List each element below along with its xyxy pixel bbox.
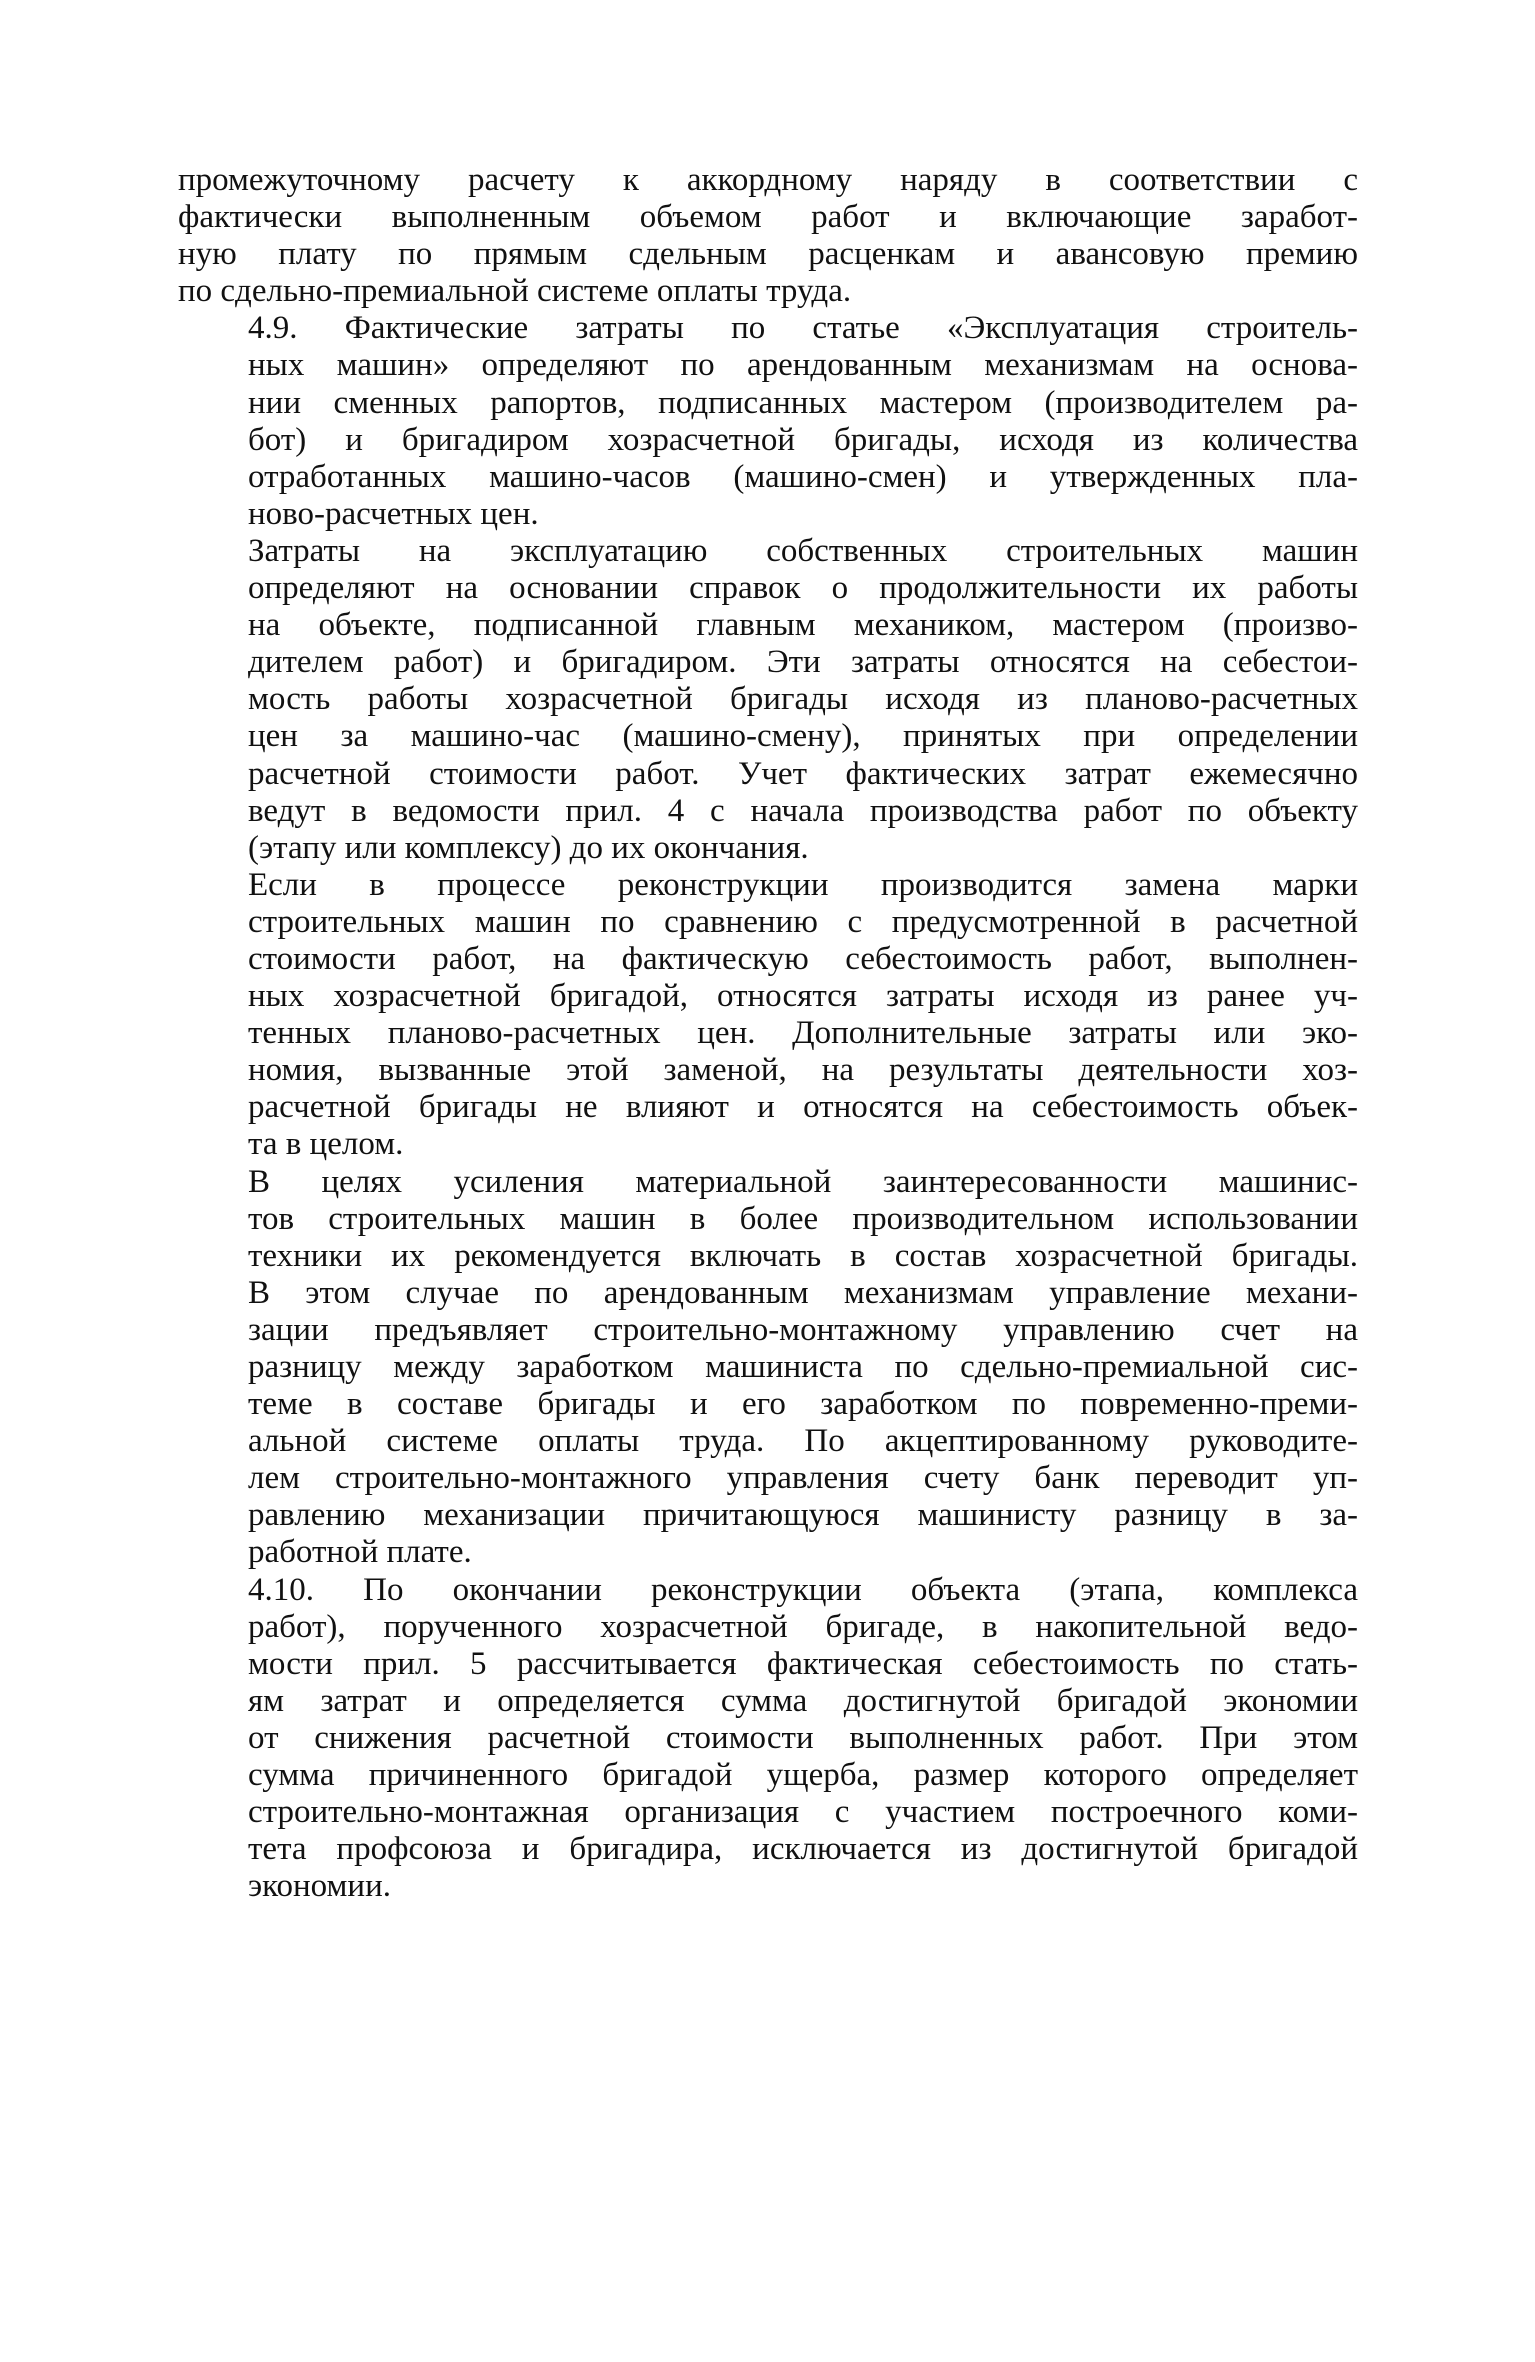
text-line: дителем работ) и бригадиром. Эти затраты относятся на себестои-	[248, 644, 1358, 681]
text-line: В этом случае по арендованным механизмам управление механи-	[248, 1274, 1358, 1311]
text-line: ям затрат и определяется сумма достигнутой бригадой экономии	[248, 1682, 1358, 1719]
text-line: Если в процессе реконструкции производится замена марки	[248, 866, 1358, 903]
text-line: равлению механизации причитающуюся машинисту разницу в за-	[248, 1497, 1358, 1534]
text-line: от снижения расчетной стоимости выполненных работ. При этом	[248, 1719, 1358, 1756]
text-line: В целях усиления материальной заинтересованности машинис-	[248, 1163, 1358, 1200]
text-line: 4.9. Фактические затраты по статье «Эксплуатация строитель-	[248, 310, 1358, 347]
text-line: отработанных машино-часов (машино-смен) и утвержденных пла-	[248, 458, 1358, 495]
text-line: сумма причиненного бригадой ущерба, размер которого определяет	[248, 1757, 1358, 1794]
text-line: лем строительно-монтажного управления счету банк переводит уп-	[248, 1460, 1358, 1497]
text-line: тенных планово-расчетных цен. Дополнительные затраты или эко-	[248, 1015, 1358, 1052]
text-line: та в целом.	[248, 1126, 404, 1163]
text-line: ново-расчетных цен.	[248, 495, 539, 532]
text-line: альной системе оплаты труда. По акцептированному руководите-	[248, 1423, 1358, 1460]
paragraph-machine-replacement	[178, 867, 1358, 1164]
text-line: по сдельно-премиальной системе оплаты труда.	[178, 273, 852, 310]
text-line: работной плате.	[248, 1534, 472, 1571]
text-line: Затраты на эксплуатацию собственных строительных машин	[248, 532, 1358, 569]
text-line: (этапу или комплексу) до их окончания.	[248, 829, 809, 866]
text-line: стоимости работ, на фактическую себестоимость работ, выполнен-	[248, 940, 1358, 977]
document-page	[178, 162, 1358, 1905]
text-line: ведут в ведомости прил. 4 с начала производства работ по объекту	[248, 792, 1358, 829]
paragraph-4-10	[178, 1572, 1358, 1906]
text-line: ных хозрасчетной бригадой, относятся затраты исходя из ранее уч-	[248, 978, 1358, 1015]
text-line: экономии.	[248, 1868, 392, 1905]
paragraph-4-9	[178, 310, 1358, 533]
text-line: номия, вызванные этой заменой, на результаты деятельности хоз-	[248, 1052, 1358, 1089]
text-line: строительно-монтажная организация с участием построечного коми-	[248, 1794, 1358, 1831]
paragraph-own-machines	[178, 533, 1358, 867]
text-line: зации предъявляет строительно-монтажному управлению счет на	[248, 1311, 1358, 1348]
text-line: ных машин» определяют по арендованным механизмам на основа-	[248, 347, 1358, 384]
text-line: мость работы хозрасчетной бригады исходя из планово-расчетных	[248, 681, 1358, 718]
paragraph-continuation	[178, 162, 1358, 310]
text-line: 4.10. По окончании реконструкции объекта (этапа, комплекса	[248, 1571, 1358, 1608]
text-line: строительных машин по сравнению с предусмотренной в расчетной	[248, 903, 1358, 940]
text-line: на объекте, подписанной главным механиком, мастером (произво-	[248, 607, 1358, 644]
text-line: ную плату по прямым сдельным расценкам и авансовую премию	[178, 236, 1358, 273]
text-line: определяют на основании справок о продолжительности их работы	[248, 570, 1358, 607]
text-line: работ), порученного хозрасчетной бригаде, в накопительной ведо-	[248, 1608, 1358, 1645]
paragraph-operators-incentive	[178, 1164, 1358, 1572]
text-line: разницу между заработком машиниста по сдельно-премиальной сис-	[248, 1349, 1358, 1385]
text-line: промежуточному расчету к аккордному наряду в соответствии с	[178, 162, 1358, 198]
text-line: мости прил. 5 рассчитывается фактическая себестоимость по стать-	[248, 1645, 1358, 1682]
text-line: бот) и бригадиром хозрасчетной бригады, исходя из количества	[248, 421, 1358, 458]
text-line: расчетной стоимости работ. Учет фактических затрат ежемесячно	[248, 755, 1358, 792]
text-line: нии сменных рапортов, подписанных мастером (производителем ра-	[248, 384, 1358, 421]
text-line: тета профсоюза и бригадира, исключается из достигнутой бригадой	[248, 1831, 1358, 1868]
text-line: тов строительных машин в более производительном использовании	[248, 1200, 1358, 1237]
text-line: фактически выполненным объемом работ и включающие заработ-	[178, 199, 1358, 236]
text-line: техники их рекомендуется включать в состав хозрасчетной бригады.	[248, 1237, 1358, 1274]
text-line: цен за машино-час (машино-смену), принятых при определении	[248, 718, 1358, 755]
text-line: теме в составе бригады и его заработком по повременно-преми-	[248, 1386, 1358, 1423]
text-line: расчетной бригады не влияют и относятся на себестоимость объек-	[248, 1089, 1358, 1126]
